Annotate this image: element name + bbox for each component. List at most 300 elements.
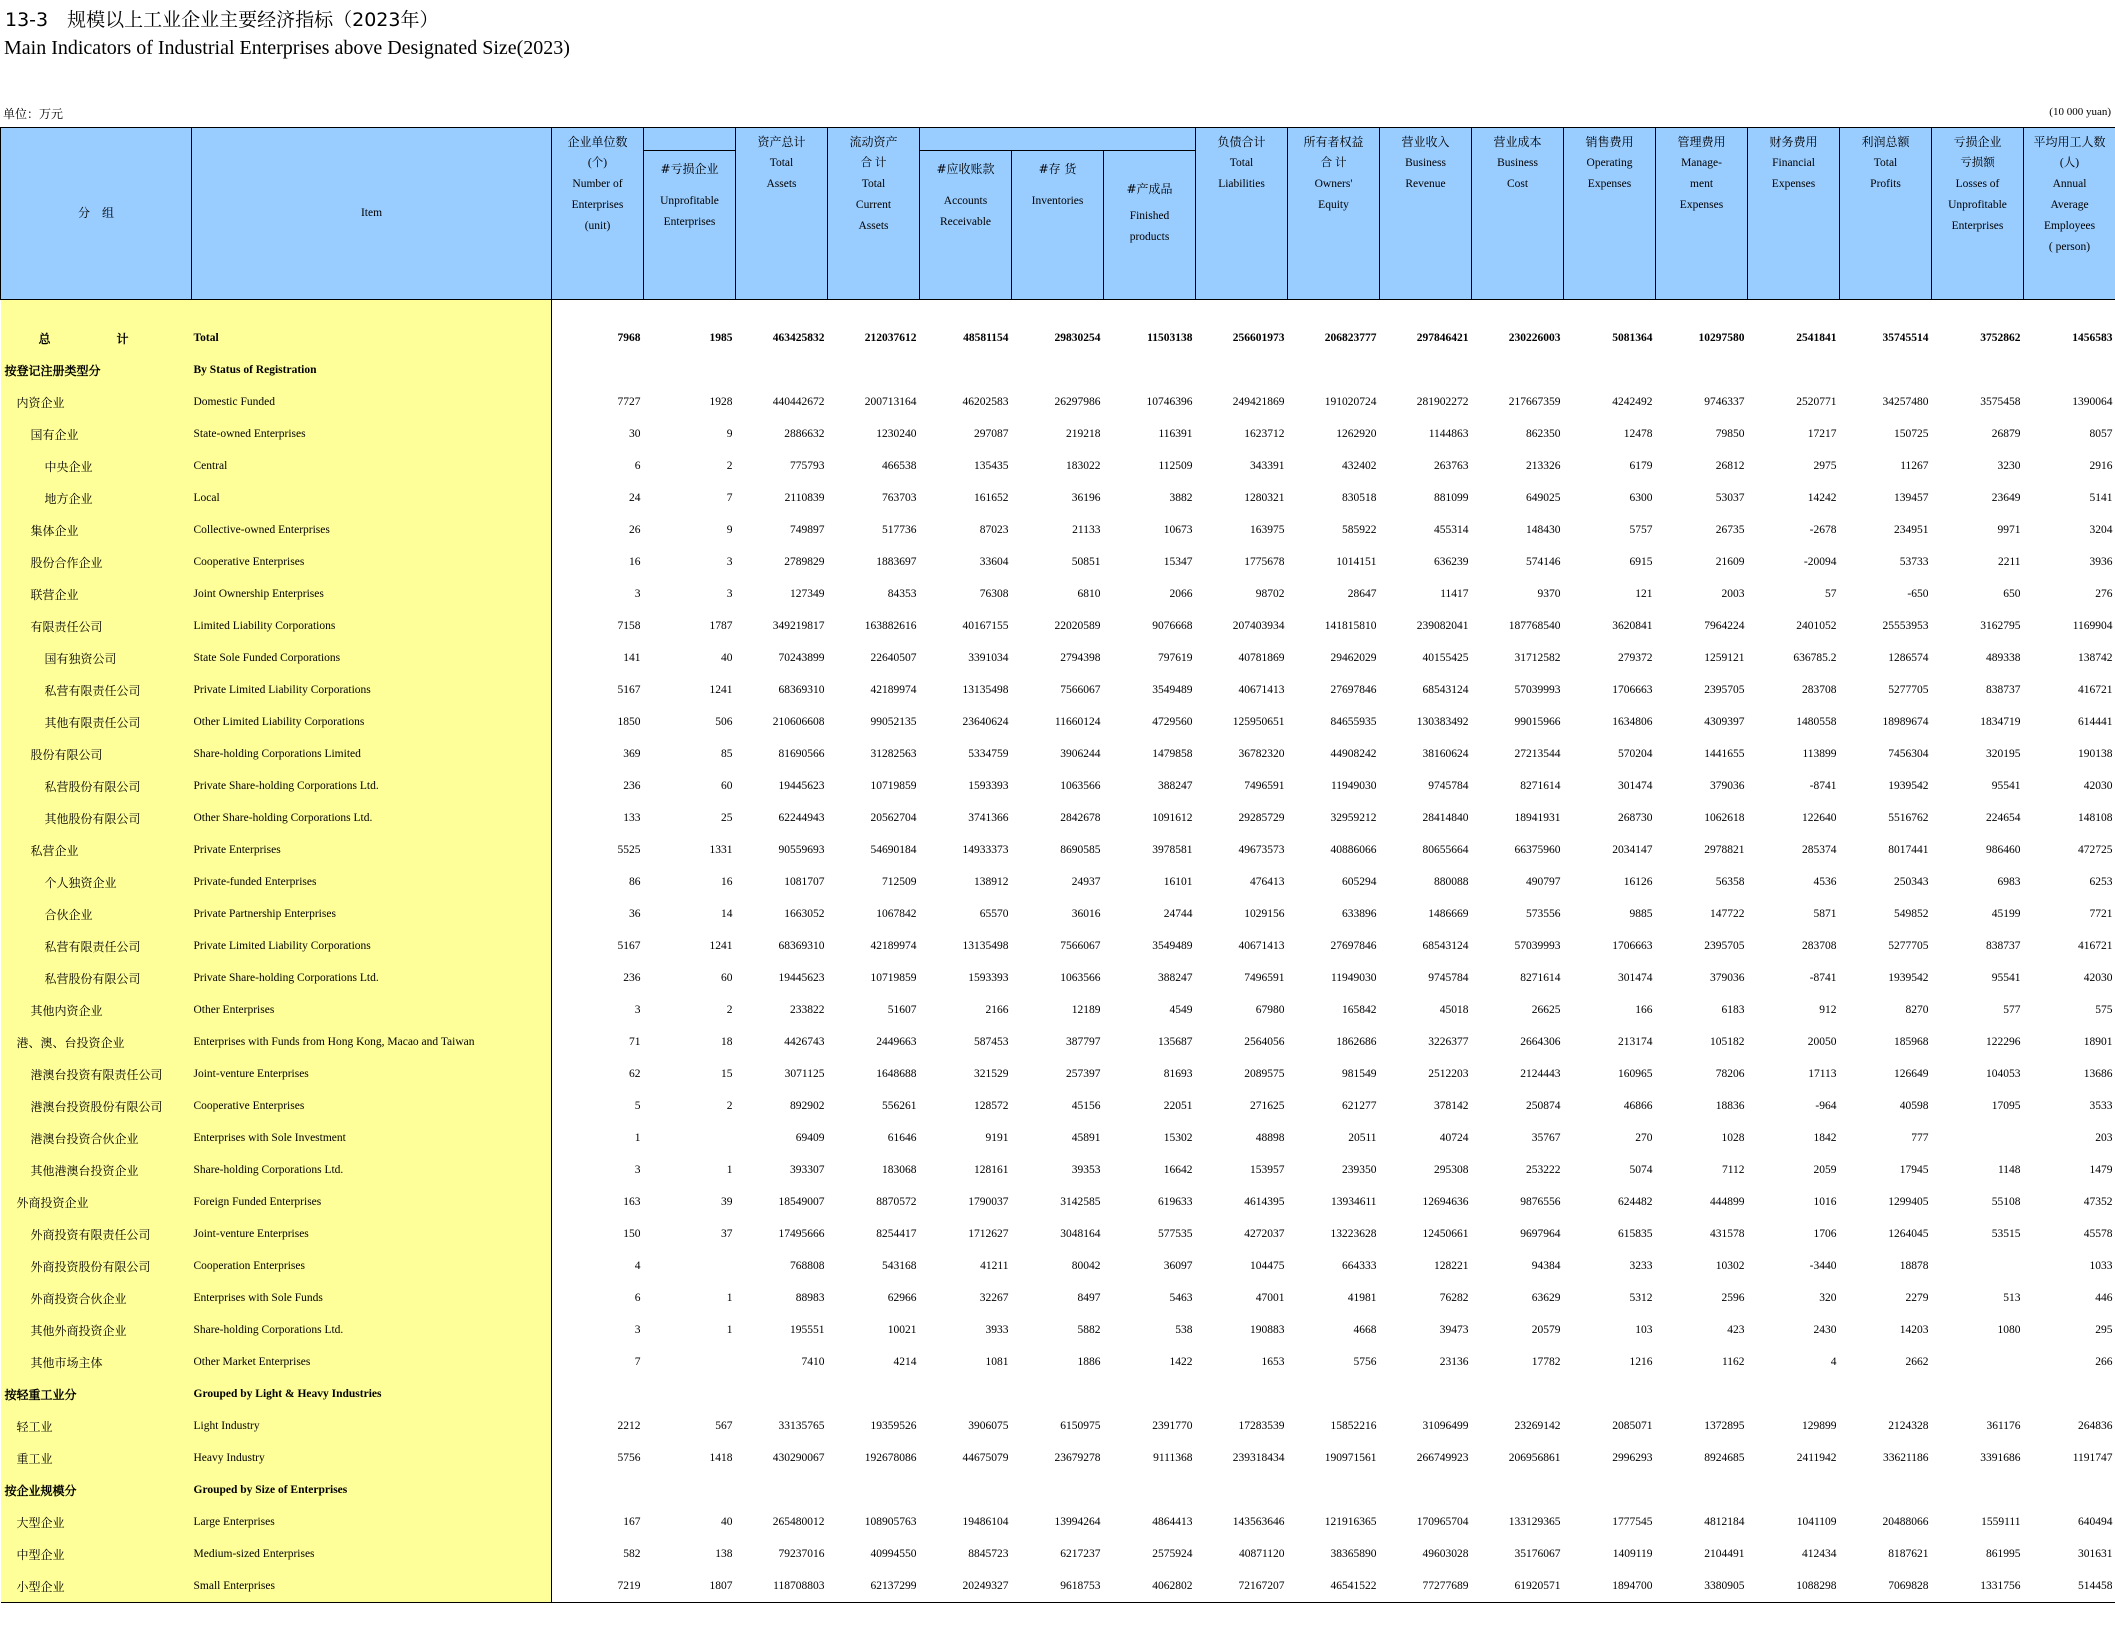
value-cell: 62137299 bbox=[828, 1570, 920, 1603]
value-cell bbox=[1380, 300, 1472, 323]
value-cell: 98702 bbox=[1255, 588, 1285, 600]
table-row bbox=[1, 1282, 2115, 1314]
value-cell: 26735 bbox=[1715, 524, 1745, 536]
value-cell: 40155425 bbox=[1422, 652, 1469, 664]
value-cell: 47352 bbox=[2083, 1196, 2113, 1208]
value-cell: 6983 bbox=[1997, 876, 2021, 888]
value-cell: 1775678 bbox=[1244, 556, 1285, 568]
value-cell: 23269142 bbox=[1514, 1420, 1561, 1432]
value-cell: 133 bbox=[623, 812, 641, 824]
value-cell: 981549 bbox=[1342, 1068, 1377, 1080]
value-cell: 163 bbox=[623, 1196, 641, 1208]
value-cell bbox=[552, 1378, 644, 1410]
value-cell bbox=[828, 1474, 920, 1506]
value-cell: 190883 bbox=[1250, 1324, 1285, 1336]
value-cell: 7069828 bbox=[1840, 1570, 1932, 1603]
value-cell: 20050 bbox=[1807, 1036, 1837, 1048]
value-cell: 1264045 bbox=[1888, 1228, 1929, 1240]
value-cell: 40 bbox=[721, 652, 733, 664]
row-group-label: 按企业规模分 bbox=[1, 1474, 192, 1506]
value-cell: 18549007 bbox=[778, 1196, 825, 1208]
value-cell: 3978581 bbox=[1152, 844, 1193, 856]
value-cell: 5277705 bbox=[1888, 684, 1929, 696]
value-cell: 22640507 bbox=[870, 652, 917, 664]
value-cell: 4426743 bbox=[784, 1036, 825, 1048]
row-group-label: 港、澳、台投资企业 bbox=[1, 1026, 192, 1058]
value-cell: 5 bbox=[634, 1100, 641, 1112]
value-cell bbox=[828, 1378, 920, 1410]
value-cell: 7 bbox=[634, 1356, 641, 1368]
value-cell: 10719859 bbox=[870, 972, 917, 984]
value-cell: 165842 bbox=[1342, 1004, 1377, 1016]
table-row bbox=[1, 994, 2115, 1026]
value-cell: 45156 bbox=[1071, 1100, 1101, 1112]
value-cell: 1648688 bbox=[876, 1068, 917, 1080]
value-cell: 446 bbox=[2095, 1292, 2113, 1304]
value-cell: 432402 bbox=[1342, 460, 1377, 472]
value-cell: 166 bbox=[1635, 1004, 1653, 1016]
header-col-8: 所有者权益 合 计 Owners' Equity bbox=[1288, 128, 1380, 300]
value-cell bbox=[1656, 354, 1748, 386]
value-cell: 256601973 bbox=[1232, 332, 1285, 344]
value-cell: 266 bbox=[2095, 1356, 2113, 1368]
value-cell: 31096499 bbox=[1422, 1420, 1469, 1432]
value-cell: 633896 bbox=[1342, 908, 1377, 920]
value-cell: 95541 bbox=[1991, 780, 2021, 792]
value-cell bbox=[1472, 300, 1564, 323]
value-cell: 81690566 bbox=[778, 748, 825, 760]
table-row bbox=[1, 1474, 2115, 1506]
value-cell: -2678 bbox=[1809, 524, 1837, 536]
value-cell: 270 bbox=[1635, 1132, 1653, 1144]
row-group-label: 其他市场主体 bbox=[1, 1346, 192, 1378]
value-cell: 463425832 bbox=[772, 332, 825, 344]
value-cell: 125950651 bbox=[1232, 716, 1285, 728]
table-row bbox=[1, 386, 2115, 418]
value-cell: 1144863 bbox=[1428, 428, 1469, 440]
value-cell: 3048164 bbox=[1060, 1228, 1101, 1240]
value-cell: 3936 bbox=[2089, 556, 2113, 568]
row-item-label: State Sole Funded Corporations bbox=[192, 642, 552, 674]
row-item-label: Private Limited Liability Corporations bbox=[192, 674, 552, 706]
value-cell: 23679278 bbox=[1054, 1452, 1101, 1464]
value-cell: 15302 bbox=[1163, 1132, 1193, 1144]
value-cell: 543168 bbox=[882, 1260, 917, 1272]
value-cell: 9618753 bbox=[1012, 1570, 1104, 1603]
page-title-en: Main Indicators of Industrial Enterprises above Designated Size(2023) bbox=[4, 37, 570, 59]
value-cell: 2886632 bbox=[784, 428, 825, 440]
value-cell: 42030 bbox=[2083, 780, 2113, 792]
value-cell: 1016 bbox=[1813, 1196, 1837, 1208]
value-cell: 2395705 bbox=[1704, 940, 1745, 952]
value-cell: 5277705 bbox=[1888, 940, 1929, 952]
value-cell: 8017441 bbox=[1888, 844, 1929, 856]
value-cell: 7968 bbox=[617, 332, 641, 344]
value-cell: 423 bbox=[1727, 1324, 1745, 1336]
row-group-label: 私营股份有限公司 bbox=[1, 962, 192, 994]
value-cell: 1331756 bbox=[1932, 1570, 2024, 1603]
header-col-13: 财务费用 Financial Expenses bbox=[1748, 128, 1840, 300]
value-cell: 2059 bbox=[1813, 1164, 1837, 1176]
value-cell bbox=[1196, 300, 1288, 323]
value-cell bbox=[920, 1378, 1012, 1410]
value-cell: 301474 bbox=[1618, 780, 1653, 792]
value-cell: 4309397 bbox=[1704, 716, 1745, 728]
table-row bbox=[1, 546, 2115, 578]
row-item-label: Light Industry bbox=[192, 1410, 552, 1442]
value-cell: 1148 bbox=[1997, 1164, 2021, 1176]
row-item-label: Other Share-holding Corporations Ltd. bbox=[192, 802, 552, 834]
row-group-label: 外商投资合伙企业 bbox=[1, 1282, 192, 1314]
header-current-assets-span bbox=[920, 128, 1196, 151]
value-cell: 582 bbox=[623, 1548, 641, 1560]
value-cell: 19445623 bbox=[778, 780, 825, 792]
value-cell: 13135498 bbox=[962, 940, 1009, 952]
value-cell: 127349 bbox=[790, 588, 825, 600]
value-cell: 4272037 bbox=[1244, 1228, 1285, 1240]
value-cell: 388247 bbox=[1158, 780, 1193, 792]
value-cell: 11949030 bbox=[1330, 972, 1377, 984]
row-item-label: Joint-venture Enterprises bbox=[192, 1218, 552, 1250]
value-cell: 4214 bbox=[893, 1356, 917, 1368]
value-cell: 35176067 bbox=[1514, 1548, 1561, 1560]
value-cell: 3549489 bbox=[1152, 940, 1193, 952]
value-cell: 121916365 bbox=[1324, 1516, 1377, 1528]
value-cell: 3 bbox=[726, 588, 733, 600]
value-cell: 7112 bbox=[1721, 1164, 1745, 1176]
value-cell: 1280321 bbox=[1244, 492, 1285, 504]
value-cell: 4 bbox=[1830, 1356, 1837, 1368]
value-cell: 6 bbox=[634, 460, 641, 472]
header-col-1: #亏损企业 Unprofitable Enterprises bbox=[644, 151, 736, 300]
value-cell: 191020724 bbox=[1324, 396, 1377, 408]
row-group-label: 联营企业 bbox=[1, 578, 192, 610]
row-group-label: 重工业 bbox=[1, 1442, 192, 1474]
value-cell: 210606608 bbox=[772, 716, 825, 728]
row-group-label: 国有独资公司 bbox=[1, 642, 192, 674]
row-item-label: Cooperation Enterprises bbox=[192, 1250, 552, 1282]
value-cell: 6 bbox=[634, 1292, 641, 1304]
group-cell bbox=[1, 300, 192, 323]
value-cell: 9745784 bbox=[1428, 972, 1469, 984]
value-cell: 9 bbox=[726, 428, 733, 440]
value-cell bbox=[1380, 1474, 1472, 1506]
value-cell bbox=[1656, 300, 1748, 323]
value-cell: 1706663 bbox=[1612, 684, 1653, 696]
value-cell: 14242 bbox=[1807, 492, 1837, 504]
value-cell: 830518 bbox=[1342, 492, 1377, 504]
value-cell: 1088298 bbox=[1748, 1570, 1840, 1603]
value-cell: 5167 bbox=[617, 684, 641, 696]
value-cell: 5463 bbox=[1169, 1292, 1193, 1304]
value-cell: 8270 bbox=[1905, 1004, 1929, 1016]
value-cell: 2 bbox=[726, 1100, 733, 1112]
value-cell: 33604 bbox=[979, 556, 1009, 568]
table-row bbox=[1, 1410, 2115, 1442]
value-cell: 9745784 bbox=[1428, 780, 1469, 792]
value-cell: 23649 bbox=[1991, 492, 2021, 504]
value-cell: 6810 bbox=[1077, 588, 1101, 600]
value-cell bbox=[1840, 354, 1932, 386]
value-cell: 18878 bbox=[1899, 1260, 1929, 1272]
value-cell: 777 bbox=[1911, 1132, 1929, 1144]
row-group-label: 其他外商投资企业 bbox=[1, 1314, 192, 1346]
value-cell: 17782 bbox=[1531, 1356, 1561, 1368]
value-cell: 2034147 bbox=[1612, 844, 1653, 856]
value-cell: 4614395 bbox=[1244, 1196, 1285, 1208]
value-cell: 9370 bbox=[1537, 588, 1561, 600]
header-col-9: 营业收入 Business Revenue bbox=[1380, 128, 1472, 300]
row-group-label: 合伙企业 bbox=[1, 898, 192, 930]
value-cell: 8870572 bbox=[876, 1196, 917, 1208]
header-item: Item bbox=[192, 128, 552, 300]
value-cell: 17095 bbox=[1991, 1100, 2021, 1112]
value-cell: 640494 bbox=[2078, 1516, 2113, 1528]
value-cell: 183022 bbox=[1066, 460, 1101, 472]
value-cell: 1041109 bbox=[1796, 1516, 1837, 1528]
value-cell: 20249327 bbox=[920, 1570, 1012, 1603]
value-cell: 763703 bbox=[882, 492, 917, 504]
value-cell: 219218 bbox=[1066, 428, 1101, 440]
row-group-label: 私营有限责任公司 bbox=[1, 674, 192, 706]
row-item-label: Enterprises with Sole Funds bbox=[192, 1282, 552, 1314]
value-cell: 1939542 bbox=[1888, 780, 1929, 792]
row-group-label: 按登记注册类型分 bbox=[1, 354, 192, 386]
value-cell bbox=[1012, 1378, 1104, 1410]
value-cell: 20579 bbox=[1531, 1324, 1561, 1336]
value-cell: 3 bbox=[634, 1004, 641, 1016]
row-group-label: 股份合作企业 bbox=[1, 546, 192, 578]
value-cell: 861995 bbox=[1986, 1548, 2021, 1560]
value-cell: 3 bbox=[726, 556, 733, 568]
table-row bbox=[1, 1346, 2115, 1378]
value-cell: 3882 bbox=[1169, 492, 1193, 504]
value-cell: 138912 bbox=[974, 876, 1009, 888]
value-cell: 36 bbox=[629, 908, 641, 920]
value-cell: 4729560 bbox=[1152, 716, 1193, 728]
value-cell bbox=[1288, 1474, 1380, 1506]
value-cell: 139457 bbox=[1894, 492, 1929, 504]
value-cell: 5074 bbox=[1629, 1164, 1653, 1176]
value-cell: 17217 bbox=[1807, 428, 1837, 440]
table-row bbox=[1, 1442, 2115, 1474]
value-cell bbox=[1012, 354, 1104, 386]
value-cell: 1418 bbox=[709, 1452, 733, 1464]
value-cell: 281902272 bbox=[1416, 396, 1469, 408]
value-cell: 3226377 bbox=[1428, 1036, 1469, 1048]
value-cell: 1162 bbox=[1721, 1356, 1745, 1368]
row-group-label: 中央企业 bbox=[1, 450, 192, 482]
table-row bbox=[1, 1570, 2115, 1603]
value-cell: 27697846 bbox=[1330, 684, 1377, 696]
value-cell: 224654 bbox=[1986, 812, 2021, 824]
value-cell: 276 bbox=[2095, 588, 2113, 600]
value-cell: 66375960 bbox=[1514, 844, 1561, 856]
value-cell: 167 bbox=[623, 1516, 641, 1528]
value-cell: 45018 bbox=[1439, 1004, 1469, 1016]
value-cell bbox=[2024, 1474, 2115, 1506]
value-cell: 3906244 bbox=[1060, 748, 1101, 760]
row-group-label: 其他港澳台投资企业 bbox=[1, 1154, 192, 1186]
table-row bbox=[1, 482, 2115, 514]
value-cell: 2104491 bbox=[1704, 1548, 1745, 1560]
value-cell: 431578 bbox=[1710, 1228, 1745, 1240]
value-cell: 17945 bbox=[1899, 1164, 1929, 1176]
value-cell: 213174 bbox=[1618, 1036, 1653, 1048]
value-cell: 138742 bbox=[2078, 652, 2113, 664]
value-cell: 2564056 bbox=[1244, 1036, 1285, 1048]
value-cell bbox=[1840, 1378, 1932, 1410]
value-cell: 1480558 bbox=[1796, 716, 1837, 728]
spacer-row bbox=[1, 300, 2115, 323]
indicator-table bbox=[0, 127, 2115, 1603]
table-row bbox=[1, 802, 2115, 834]
table-row bbox=[1, 1090, 2115, 1122]
value-cell bbox=[1104, 1378, 1196, 1410]
value-cell: 84353 bbox=[887, 588, 917, 600]
value-cell: 489338 bbox=[1986, 652, 2021, 664]
value-cell: 379036 bbox=[1710, 780, 1745, 792]
value-cell: 1422 bbox=[1169, 1356, 1193, 1368]
value-cell bbox=[644, 354, 736, 386]
value-cell: 133129365 bbox=[1508, 1516, 1561, 1528]
value-cell: 36196 bbox=[1071, 492, 1101, 504]
table-row bbox=[1, 962, 2115, 994]
value-cell: 2596 bbox=[1721, 1292, 1745, 1304]
value-cell: 104475 bbox=[1250, 1260, 1285, 1272]
value-cell: 1883697 bbox=[876, 556, 917, 568]
value-cell: 881099 bbox=[1434, 492, 1469, 504]
value-cell: 35767 bbox=[1531, 1132, 1561, 1144]
row-group-label: 外商投资有限责任公司 bbox=[1, 1218, 192, 1250]
row-group-label: 其他股份有限公司 bbox=[1, 802, 192, 834]
value-cell: 21609 bbox=[1715, 556, 1745, 568]
value-cell: 7410 bbox=[801, 1356, 825, 1368]
value-cell: 135687 bbox=[1158, 1036, 1193, 1048]
value-cell: 5312 bbox=[1629, 1292, 1653, 1304]
value-cell: 163882616 bbox=[864, 620, 917, 632]
value-cell: 26 bbox=[629, 524, 641, 536]
value-cell: 6253 bbox=[2089, 876, 2113, 888]
value-cell: 393307 bbox=[790, 1164, 825, 1176]
value-cell: 200713164 bbox=[864, 396, 917, 408]
value-cell bbox=[1104, 300, 1196, 323]
value-cell bbox=[1012, 300, 1104, 323]
row-group-label: 其他内资企业 bbox=[1, 994, 192, 1026]
value-cell: 4062802 bbox=[1104, 1570, 1196, 1603]
value-cell: 388247 bbox=[1158, 972, 1193, 984]
value-cell bbox=[2024, 1378, 2115, 1410]
value-cell bbox=[1564, 300, 1656, 323]
row-item-label: Private Limited Liability Corporations bbox=[192, 930, 552, 962]
unit-label-en: (10 000 yuan) bbox=[2049, 106, 2111, 118]
value-cell: 2401052 bbox=[1796, 620, 1837, 632]
table-row bbox=[1, 770, 2115, 802]
row-group-label: 港澳台投资有限责任公司 bbox=[1, 1058, 192, 1090]
value-cell: 1559111 bbox=[1981, 1516, 2021, 1528]
value-cell: 39 bbox=[721, 1196, 733, 1208]
value-cell: 40671413 bbox=[1238, 684, 1285, 696]
value-cell: 295 bbox=[2095, 1324, 2113, 1336]
value-cell: 271625 bbox=[1250, 1100, 1285, 1112]
value-cell: 26625 bbox=[1531, 1004, 1561, 1016]
value-cell: 40671413 bbox=[1238, 940, 1285, 952]
value-cell: 99052135 bbox=[870, 716, 917, 728]
value-cell: 118708803 bbox=[736, 1570, 828, 1603]
value-cell: 15347 bbox=[1163, 556, 1193, 568]
value-cell: 283708 bbox=[1802, 940, 1837, 952]
value-cell bbox=[1104, 354, 1196, 386]
header-group: 分 组 bbox=[1, 128, 192, 300]
value-cell bbox=[828, 300, 920, 323]
value-cell: 3071125 bbox=[784, 1068, 825, 1080]
row-group-label: 港澳台投资合伙企业 bbox=[1, 1122, 192, 1154]
value-cell: 3533 bbox=[2089, 1100, 2113, 1112]
value-cell: 150 bbox=[623, 1228, 641, 1240]
value-cell: 1 bbox=[726, 1292, 733, 1304]
row-group-label: 有限责任公司 bbox=[1, 610, 192, 642]
value-cell: 1939542 bbox=[1888, 972, 1929, 984]
value-cell: 65570 bbox=[979, 908, 1009, 920]
value-cell: 10746396 bbox=[1146, 396, 1193, 408]
row-item-label: Private Enterprises bbox=[192, 834, 552, 866]
value-cell: 86 bbox=[629, 876, 641, 888]
value-cell: 207403934 bbox=[1232, 620, 1285, 632]
value-cell: 7727 bbox=[617, 396, 641, 408]
table-row bbox=[1, 674, 2115, 706]
value-cell: 514458 bbox=[2024, 1570, 2115, 1603]
value-cell bbox=[1012, 1474, 1104, 1506]
value-cell: 68543124 bbox=[1422, 940, 1469, 952]
value-cell: 1663052 bbox=[784, 908, 825, 920]
header-col-0: 企业单位数 (个) Number of Enterprises (unit) bbox=[552, 128, 644, 300]
value-cell: 61646 bbox=[887, 1132, 917, 1144]
value-cell bbox=[736, 354, 828, 386]
row-item-label: Joint Ownership Enterprises bbox=[192, 578, 552, 610]
value-cell: 2664306 bbox=[1520, 1036, 1561, 1048]
row-item-label: Limited Liability Corporations bbox=[192, 610, 552, 642]
row-group-label: 外商投资企业 bbox=[1, 1186, 192, 1218]
value-cell: 301474 bbox=[1618, 972, 1653, 984]
value-cell: 6179 bbox=[1629, 460, 1653, 472]
value-cell: 46866 bbox=[1623, 1100, 1653, 1112]
value-cell: 3162795 bbox=[1980, 620, 2021, 632]
value-cell: 283708 bbox=[1802, 684, 1837, 696]
value-cell: 3 bbox=[634, 1324, 641, 1336]
value-cell: 7721 bbox=[2089, 908, 2113, 920]
row-item-label: Private-funded Enterprises bbox=[192, 866, 552, 898]
unit-label-cn: 单位：万元 bbox=[3, 107, 64, 121]
value-cell: 361176 bbox=[1986, 1420, 2021, 1432]
value-cell: 3391686 bbox=[1980, 1452, 2021, 1464]
value-cell: 116391 bbox=[1158, 428, 1193, 440]
value-cell: 1894700 bbox=[1564, 1570, 1656, 1603]
row-group-label: 外商投资股份有限公司 bbox=[1, 1250, 192, 1282]
table-row bbox=[1, 1218, 2115, 1250]
value-cell: 9111368 bbox=[1153, 1452, 1193, 1464]
value-cell bbox=[1840, 1474, 1932, 1506]
value-cell: 105182 bbox=[1710, 1036, 1745, 1048]
value-cell: 81693 bbox=[1163, 1068, 1193, 1080]
table-row bbox=[1, 898, 2115, 930]
value-cell: 108905763 bbox=[864, 1516, 917, 1528]
value-cell: 39473 bbox=[1439, 1324, 1469, 1336]
value-cell: 40781869 bbox=[1238, 652, 1285, 664]
value-cell: 7496591 bbox=[1244, 972, 1285, 984]
value-cell: 46202583 bbox=[962, 396, 1009, 408]
value-cell: 2066 bbox=[1169, 588, 1193, 600]
value-cell: 301631 bbox=[2078, 1548, 2113, 1560]
